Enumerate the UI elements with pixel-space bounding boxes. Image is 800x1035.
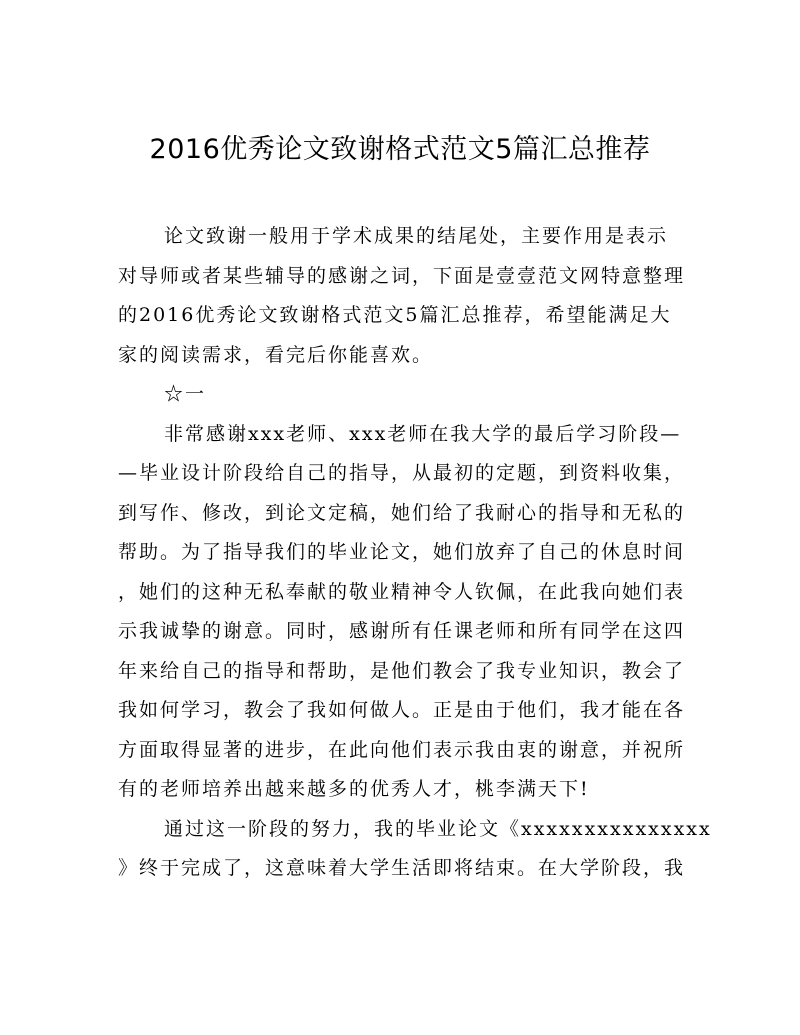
- body-line: 帮助。为了指导我们的毕业论文，她们放弃了自己的休息时间: [118, 541, 686, 563]
- body-line: 的2016优秀论文致谢格式范文5篇汇总推荐，希望能满足大: [118, 304, 672, 326]
- body-line: 我如何学习，教会了我如何做人。正是由于他们，我才能在各: [118, 699, 686, 721]
- body-line: 方面取得显著的进步，在此向他们表示我由衷的谢意，并祝所: [118, 738, 686, 761]
- body-line: 对导师或者某些辅导的感谢之词，下面是壹壹范文网特意整理: [118, 264, 686, 287]
- document-body: [118, 217, 712, 889]
- body-line: 论文致谢一般用于学术成果的结尾处，主要作用是表示: [164, 225, 669, 247]
- body-line: 非常感谢xxx老师、xxx老师在我大学的最后学习阶段—: [164, 422, 682, 445]
- body-line: 有的老师培养出越来越多的优秀人才，桃李满天下!: [118, 778, 590, 800]
- body-line: —毕业设计阶段给自己的指导，从最初的定题，到资料收集，: [118, 462, 686, 484]
- body-line: 》终于完成了，这意味着大学生活即将结束。在大学阶段，我: [118, 857, 686, 879]
- document-title: 2016优秀论文致谢格式范文5篇汇总推荐: [149, 134, 651, 165]
- body-line: 通过这一阶段的努力，我的毕业论文《xxxxxxxxxxxxxxx: [164, 817, 712, 840]
- body-line: 家的阅读需求，看完后你能喜欢。: [118, 343, 434, 366]
- body-line: 示我诚挚的谢意。同时，感谢所有任课老师和所有同学在这四: [118, 620, 686, 642]
- body-line: 到写作、修改，到论文定稿，她们给了我耐心的指导和无私的: [118, 501, 686, 524]
- body-line: 年来给自己的指导和帮助，是他们教会了我专业知识，教会了: [118, 659, 686, 682]
- body-line: ，她们的这种无私奉献的敬业精神令人钦佩，在此我向她们表: [118, 580, 686, 603]
- body-line: ☆一: [164, 383, 207, 405]
